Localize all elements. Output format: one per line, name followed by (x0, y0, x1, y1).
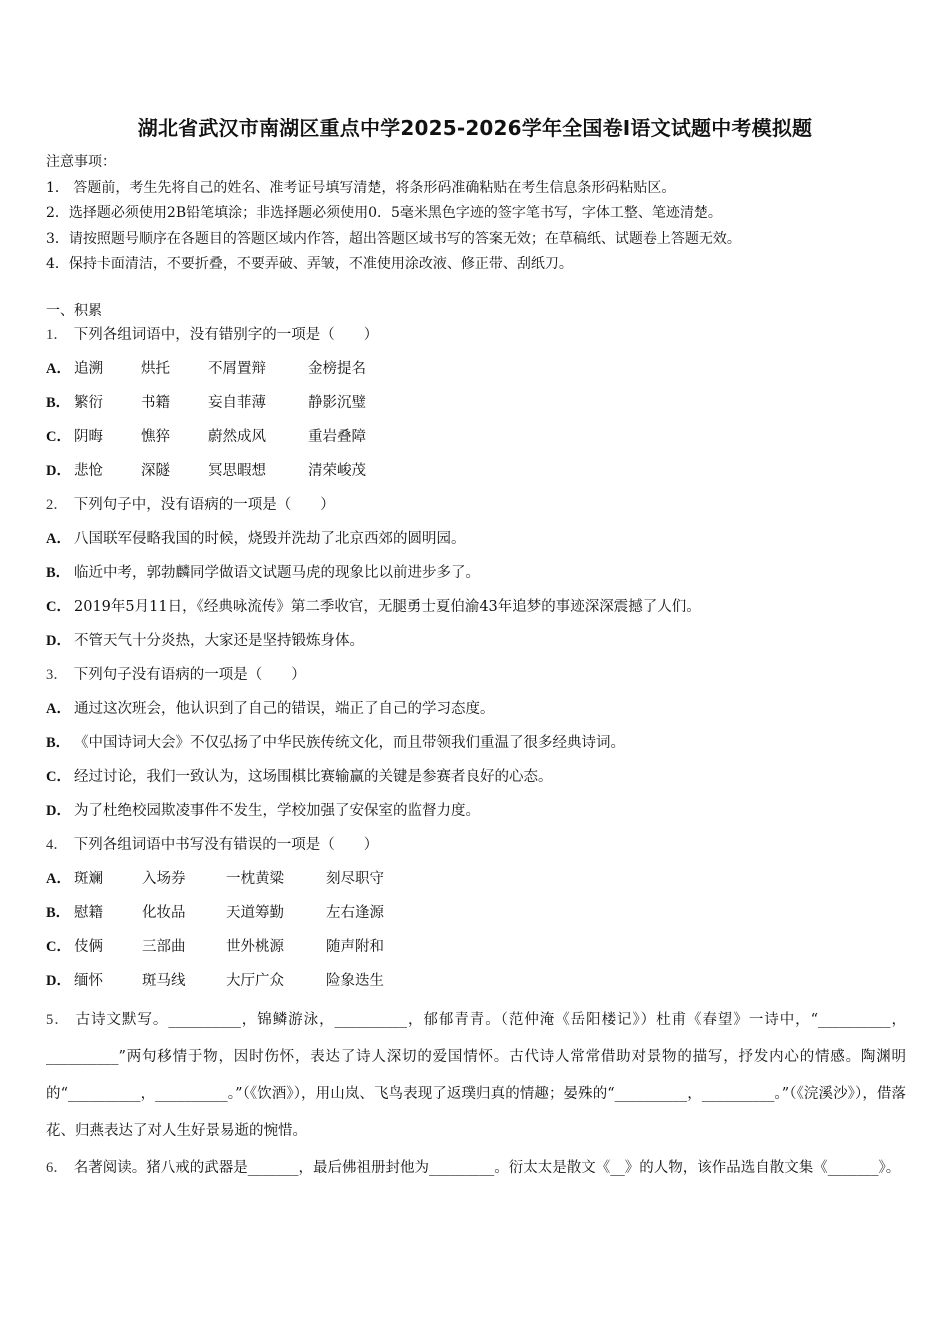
option-letter: C． (46, 939, 71, 955)
question-4-option-b (46, 900, 906, 934)
question-1-stem (46, 322, 906, 356)
option-word: 化妆品 (142, 905, 186, 921)
option-letter: B． (46, 565, 71, 581)
notice-item: 3．请按照题号顺序在各题目的答题区域内作答，超出答题区域书写的答案无效；在草稿纸、试题卷上答题无效。 (46, 230, 741, 247)
option-word: 书籍 (141, 395, 170, 411)
question-1-option-d (46, 458, 906, 492)
question-4-option-a (46, 866, 906, 900)
option-text: 为了杜绝校园欺凌事件不发生，学校加强了安保室的监督力度。 (74, 803, 480, 819)
option-word: 不屑置辩 (208, 361, 266, 377)
option-letter: A． (46, 871, 71, 887)
option-text: 不管天气十分炎热，大家还是坚持锻炼身体。 (74, 633, 364, 649)
option-word: 慰籍 (74, 905, 103, 921)
option-word: 大厅广众 (226, 973, 284, 989)
option-letter: C． (46, 429, 71, 445)
question-text: 名著阅读。猪八戒的武器是_______，最后佛祖册封他为_________。衍太太是散文《__》的人物，该作品选自散文集《_______》。 (73, 1160, 901, 1176)
option-word: 追溯 (74, 361, 103, 377)
option-word: 悲怆 (74, 463, 103, 479)
option-word: 金榜提名 (308, 361, 366, 377)
question-text: 下列各组词语中书写没有错误的一项是（ ） (73, 837, 379, 853)
option-text: 通过这次班会，他认识到了自己的错误，端正了自己的学习态度。 (74, 701, 495, 717)
option-word: 三部曲 (142, 939, 186, 955)
question-number: 3． (46, 667, 68, 683)
option-letter: A． (46, 701, 71, 717)
option-word: 深隧 (141, 463, 170, 479)
option-word: 世外桃源 (226, 939, 284, 955)
question-text: 下列句子没有语病的一项是（ ） (73, 667, 306, 683)
option-word: 险象迭生 (326, 973, 384, 989)
option-letter: C． (46, 599, 71, 615)
option-text: 2019年5月11日，《经典咏流传》第二季收官，无腿勇士夏伯渝43年追梦的事迹深深震撼了人们。 (74, 599, 701, 615)
question-4-stem (46, 832, 906, 866)
option-word: 冥思暇想 (208, 463, 266, 479)
page-title: 湖北省武汉市南湖区重点中学2025-2026学年全国卷Ⅰ语文试题中考模拟题 (137, 116, 813, 140)
option-word: 左右逢源 (326, 905, 384, 921)
option-letter: D． (46, 463, 71, 479)
question-text: 下列句子中，没有语病的一项是（ ） (73, 497, 335, 513)
section-heading: 一、积累 (46, 303, 102, 319)
option-letter: B． (46, 735, 71, 751)
question-5 (46, 1002, 906, 1150)
question-1-option-c (46, 424, 906, 458)
question-6 (46, 1150, 906, 1187)
question-text: 古诗文默写。__________，锦鳞游泳，__________，郁郁青青。（范仲淹《岳阳楼记》）杜甫《春望》一诗中，“__________，__________”两句移情于物，因时伤怀，表达了诗人深切的爱国情怀。古代诗人常常借助对景物的描写，抒发内心的情感。陶渊明的“__________，__________。”（《饮酒》），用山岚、飞鸟表现了返璞归真的情趣；晏殊的“__________，__________。”（《浣溪沙》），借落花、归燕表达了对人生好景易逝的惋惜。 (46, 1012, 906, 1139)
questions (46, 322, 906, 1187)
option-word: 随声附和 (326, 939, 384, 955)
option-word: 斑斓 (74, 871, 103, 887)
question-number: 6． (46, 1160, 68, 1176)
option-word: 静影沉璧 (308, 395, 366, 411)
question-2-option-a (46, 526, 906, 560)
option-word: 阴晦 (74, 429, 103, 445)
option-letter: D． (46, 633, 71, 649)
question-3-option-d (46, 798, 906, 832)
option-text: 《中国诗词大会》不仅弘扬了中华民族传统文化，而且带领我们重温了很多经典诗词。 (74, 735, 625, 751)
question-1-option-a (46, 356, 906, 390)
question-2-stem (46, 492, 906, 526)
option-letter: B． (46, 395, 71, 411)
option-word: 憔猝 (141, 429, 170, 445)
question-4-option-c (46, 934, 906, 968)
question-2-option-c (46, 594, 906, 628)
option-letter: D． (46, 973, 71, 989)
notice-heading: 注意事项： (46, 154, 116, 170)
notice-item: 4．保持卡面清洁，不要折叠，不要弄破、弄皱，不准使用涂改液、修正带、刮纸刀。 (46, 256, 573, 272)
option-word: 一枕黄粱 (226, 871, 284, 887)
option-word: 斑马线 (142, 973, 186, 989)
question-3-option-a (46, 696, 906, 730)
question-number: 5． (46, 1012, 70, 1028)
option-word: 缅怀 (74, 973, 103, 989)
question-1-option-b (46, 390, 906, 424)
question-3-option-c (46, 764, 906, 798)
question-number: 1． (46, 327, 68, 343)
option-word: 清荣峻茂 (308, 463, 366, 479)
option-text: 临近中考，郭勃麟同学做语文试题马虎的现象比以前进步多了。 (74, 565, 480, 581)
option-letter: B． (46, 905, 71, 921)
option-letter: A． (46, 361, 71, 377)
question-3-stem (46, 662, 906, 696)
option-word: 入场券 (142, 871, 186, 887)
notice-item: 2．选择题必须使用2B铅笔填涂；非选择题必须使用0．5毫米黑色字迹的签字笔书写，字体工整、笔迹清楚。 (46, 205, 722, 221)
option-word: 烘托 (141, 361, 170, 377)
question-4-option-d (46, 968, 906, 1002)
option-word: 妄自菲薄 (208, 395, 266, 411)
notice-block (46, 150, 906, 278)
option-text: 八国联军侵略我国的时候，烧毁并洗劫了北京西郊的圆明园。 (74, 531, 466, 547)
question-text: 下列各组词语中，没有错别字的一项是（ ） (73, 327, 379, 343)
option-word: 繁衍 (74, 395, 103, 411)
option-letter: D． (46, 803, 71, 819)
option-word: 天道筹勤 (226, 905, 284, 921)
option-word: 重岩叠障 (308, 429, 366, 445)
option-letter: A． (46, 531, 71, 547)
question-number: 2． (46, 497, 68, 513)
option-text: 经过讨论，我们一致认为，这场围棋比赛输赢的关键是参赛者良好的心态。 (74, 769, 553, 785)
question-2-option-b (46, 560, 906, 594)
question-3-option-b (46, 730, 906, 764)
question-2-option-d (46, 628, 906, 662)
option-letter: C． (46, 769, 71, 785)
notice-item: 1． 答题前，考生先将自己的姓名、准考证号填写清楚，将条形码准确粘贴在考生信息条形码粘贴区。 (46, 179, 676, 196)
option-word: 伎俩 (74, 939, 103, 955)
question-number: 4． (46, 837, 68, 853)
option-word: 蔚然成风 (208, 429, 266, 445)
option-word: 刻尽职守 (326, 871, 384, 887)
